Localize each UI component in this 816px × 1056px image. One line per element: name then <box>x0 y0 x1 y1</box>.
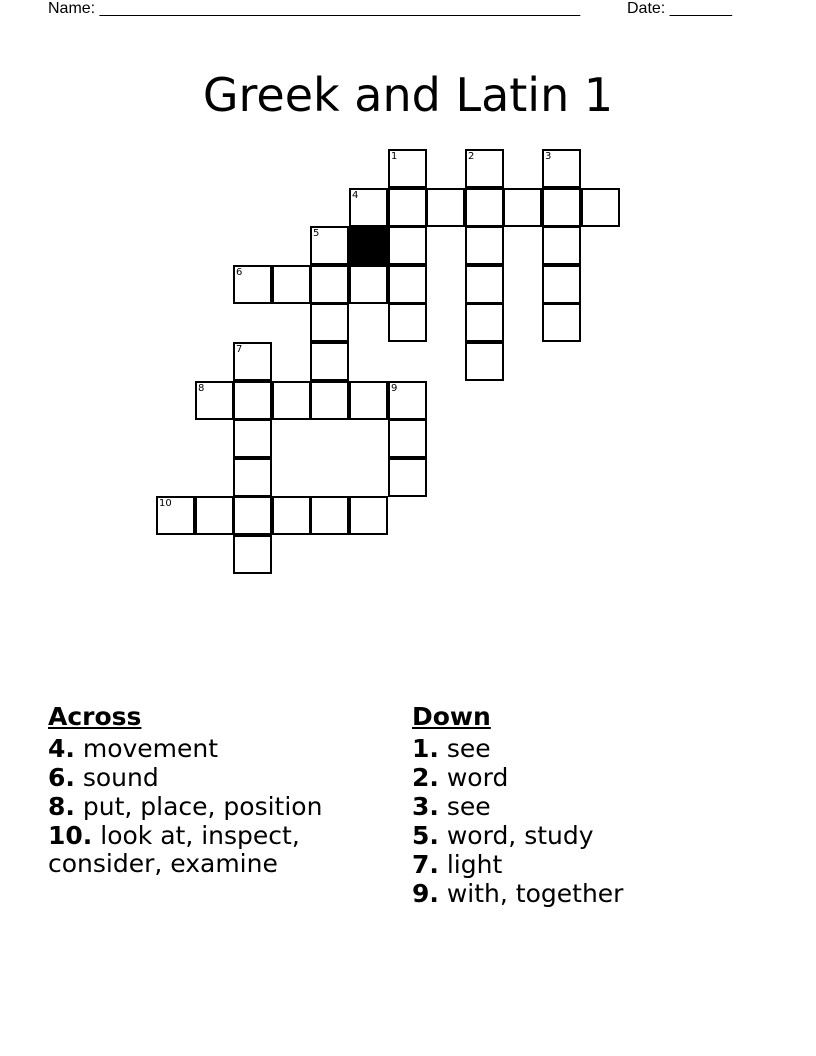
clue-number: 3. <box>412 792 439 821</box>
grid-cell[interactable] <box>388 226 427 265</box>
clue-text: see <box>446 792 491 821</box>
clue-text: with, together <box>446 879 624 908</box>
grid-cell[interactable] <box>388 188 427 227</box>
clue-text: see <box>446 734 491 763</box>
grid-cell[interactable] <box>465 265 504 304</box>
grid-cell-number: 4 <box>352 190 359 201</box>
grid-cell-number: 1 <box>391 151 398 162</box>
grid-cell-number: 3 <box>545 151 552 162</box>
grid-cell[interactable] <box>156 496 195 535</box>
clue-text: sound <box>82 763 159 792</box>
down-clue <box>412 735 772 763</box>
grid-cell[interactable] <box>542 149 581 188</box>
grid-cell[interactable] <box>310 496 349 535</box>
clue-text: put, place, position <box>82 792 323 821</box>
grid-cell[interactable] <box>272 496 311 535</box>
grid-cell[interactable] <box>542 303 581 342</box>
grid-cell-number: 9 <box>391 383 398 394</box>
clue-number: 4. <box>48 734 75 763</box>
clue-number: 10. <box>48 821 93 850</box>
grid-cell[interactable] <box>349 265 388 304</box>
grid-cell[interactable] <box>233 265 272 304</box>
down-clue <box>412 851 772 879</box>
grid-cell-number: 8 <box>198 383 205 394</box>
grid-cell[interactable] <box>465 226 504 265</box>
clue-number: 5. <box>412 821 439 850</box>
name-line: Name: ______________________________________________________ <box>48 0 581 17</box>
grid-cell[interactable] <box>349 381 388 420</box>
clue-number: 9. <box>412 879 439 908</box>
grid-cell-number: 2 <box>468 151 475 162</box>
grid-cell[interactable] <box>388 458 427 497</box>
across-clue <box>48 735 368 763</box>
grid-cell[interactable] <box>465 188 504 227</box>
clue-number: 7. <box>412 850 439 879</box>
grid-cell[interactable] <box>310 265 349 304</box>
grid-cell[interactable] <box>349 496 388 535</box>
clue-text: look at, inspect, consider, examine <box>48 821 300 878</box>
grid-cell[interactable] <box>388 265 427 304</box>
clue-text: word, study <box>446 821 594 850</box>
down-clue <box>412 880 772 908</box>
grid-cell[interactable] <box>388 419 427 458</box>
grid-cell[interactable] <box>581 188 620 227</box>
grid-cell[interactable] <box>272 265 311 304</box>
date-line: Date: _______ <box>627 0 732 17</box>
grid-cell[interactable] <box>310 226 349 265</box>
down-heading: Down <box>412 702 491 731</box>
grid-cell[interactable] <box>349 188 388 227</box>
grid-cell[interactable] <box>195 496 234 535</box>
grid-cell[interactable] <box>465 342 504 381</box>
grid-cell[interactable] <box>542 188 581 227</box>
grid-cell[interactable] <box>310 342 349 381</box>
across-clue <box>48 764 368 792</box>
grid-cell[interactable] <box>426 188 465 227</box>
clue-number: 8. <box>48 792 75 821</box>
grid-cell[interactable] <box>272 381 311 420</box>
grid-cell[interactable] <box>388 149 427 188</box>
grid-cell[interactable] <box>233 458 272 497</box>
grid-cell[interactable] <box>233 419 272 458</box>
across-clue <box>48 793 368 821</box>
grid-cell[interactable] <box>388 303 427 342</box>
down-clues <box>412 700 772 909</box>
grid-cell[interactable] <box>233 381 272 420</box>
grid-cell[interactable] <box>195 381 234 420</box>
across-clues <box>48 700 368 879</box>
grid-cell-number: 10 <box>159 498 172 509</box>
page-title: Greek and Latin 1 <box>202 67 614 122</box>
grid-cell[interactable] <box>542 265 581 304</box>
clue-number: 6. <box>48 763 75 792</box>
clue-text: movement <box>82 734 219 763</box>
grid-cell[interactable] <box>233 535 272 574</box>
clue-text: word <box>446 763 509 792</box>
grid-cell[interactable] <box>542 226 581 265</box>
across-clue <box>48 822 368 878</box>
grid-block-cell <box>349 226 388 265</box>
clue-text: light <box>446 850 503 879</box>
grid-cell-number: 6 <box>236 267 243 278</box>
grid-cell[interactable] <box>310 381 349 420</box>
grid-cell[interactable] <box>465 149 504 188</box>
grid-cell[interactable] <box>310 303 349 342</box>
down-clue <box>412 822 772 850</box>
grid-cell[interactable] <box>465 303 504 342</box>
down-clue <box>412 793 772 821</box>
grid-cell[interactable] <box>503 188 542 227</box>
clue-number: 1. <box>412 734 439 763</box>
down-clue <box>412 764 772 792</box>
grid-cell[interactable] <box>233 342 272 381</box>
grid-cell[interactable] <box>388 381 427 420</box>
grid-cell[interactable] <box>233 496 272 535</box>
across-heading: Across <box>48 702 142 731</box>
clue-number: 2. <box>412 763 439 792</box>
grid-cell-number: 7 <box>236 344 243 355</box>
grid-cell-number: 5 <box>313 228 320 239</box>
